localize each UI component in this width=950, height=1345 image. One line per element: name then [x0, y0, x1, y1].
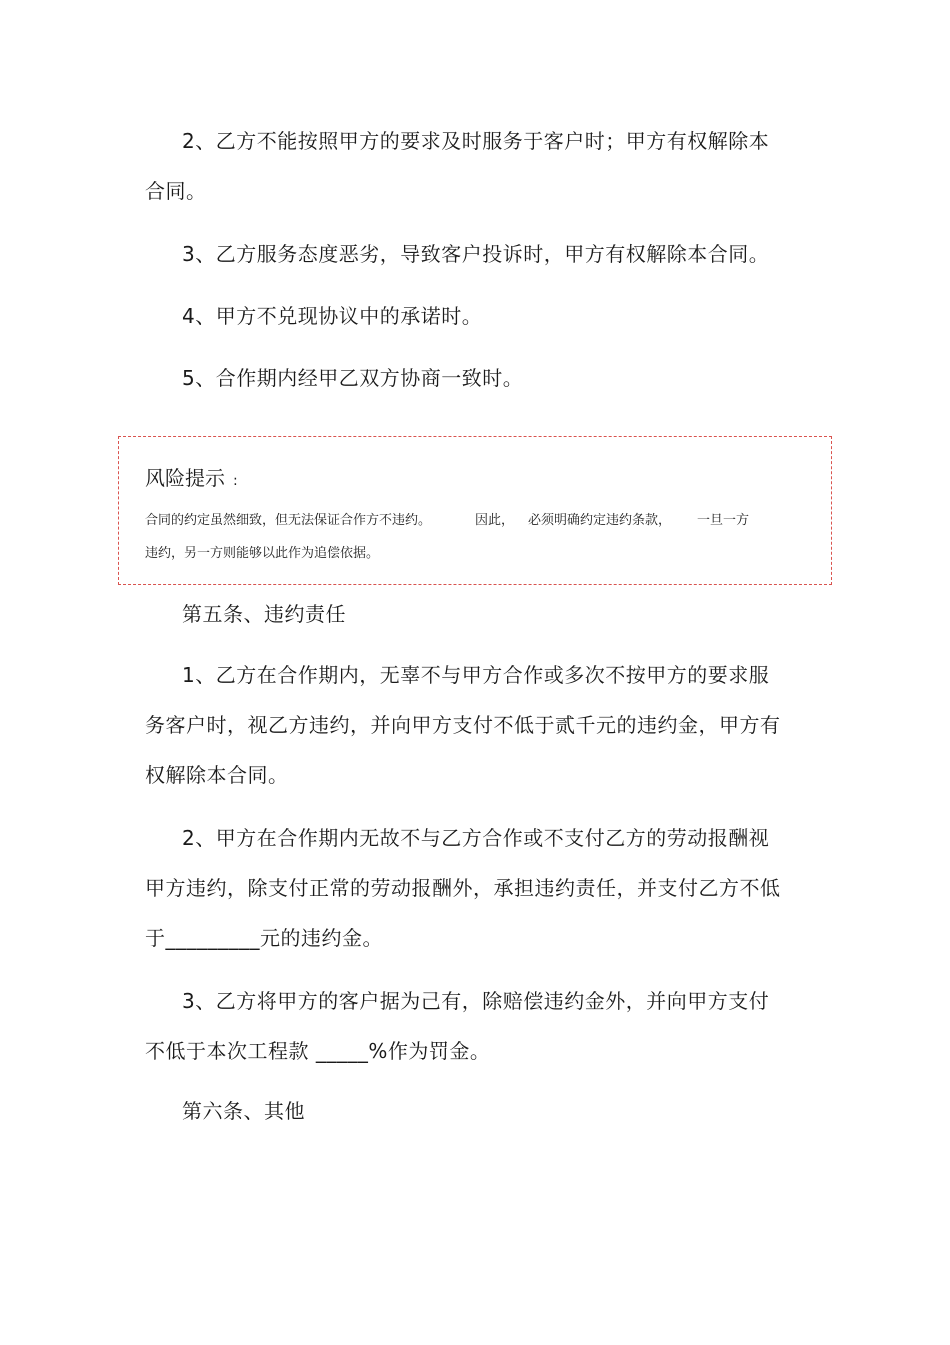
article-5-p1-line-3: 权解除本合同。 [145, 763, 289, 787]
article-5-p2-line-1: 2、甲方在合作期内无故不与乙方合作或不支付乙方的劳动报酬视 [182, 826, 770, 850]
risk-notice-colon: : [233, 473, 238, 489]
risk-notice-title [145, 465, 238, 494]
article-5-p1-line-1: 1、乙方在合作期内，无辜不与甲方合作或多次不按甲方的要求服 [182, 663, 770, 687]
article-5-p2-line-3: 于_________元的违约金。 [145, 926, 383, 950]
clause-5: 5、合作期内经甲乙双方协商一致时。 [182, 366, 524, 390]
article-5-p2-line-2: 甲方违约，除支付正常的劳动报酬外，承担违约责任，并支付乙方不低 [145, 876, 781, 900]
risk-notice-text-2: 因此， [475, 513, 515, 528]
risk-notice-text-4: 一旦一方 [697, 513, 750, 528]
article-5-p1-line-2: 务客户时，视乙方违约，并向甲方支付不低于贰千元的违约金，甲方有 [145, 713, 781, 737]
clause-2-line-1: 2、乙方不能按照甲方的要求及时服务于客户时；甲方有权解除本 [182, 129, 770, 153]
risk-notice-title-text: 风险提示 [145, 466, 225, 490]
clause-2-line-2: 合同。 [145, 179, 207, 203]
clause-4: 4、甲方不兑现协议中的承诺时。 [182, 304, 483, 328]
article-5-p3-line-2: 不低于本次工程款 _____%作为罚金。 [145, 1039, 491, 1063]
risk-notice-text-3: 必须明确约定违约条款， [528, 513, 672, 528]
article-5-p3-line-1: 3、乙方将甲方的客户据为己有，除赔偿违约金外，并向甲方支付 [182, 989, 770, 1013]
risk-notice-line-1 [145, 512, 749, 530]
article-5-heading: 第五条、违约责任 [182, 602, 346, 626]
risk-notice-text-1: 合同的约定虽然细致，但无法保证合作方不违约。 [145, 513, 432, 528]
risk-notice-line-2: 违约，另一方则能够以此作为追偿依据。 [145, 546, 380, 561]
clause-3: 3、乙方服务态度恶劣，导致客户投诉时，甲方有权解除本合同。 [182, 242, 770, 266]
risk-notice-box [118, 436, 832, 585]
article-6-heading: 第六条、其他 [182, 1099, 305, 1123]
